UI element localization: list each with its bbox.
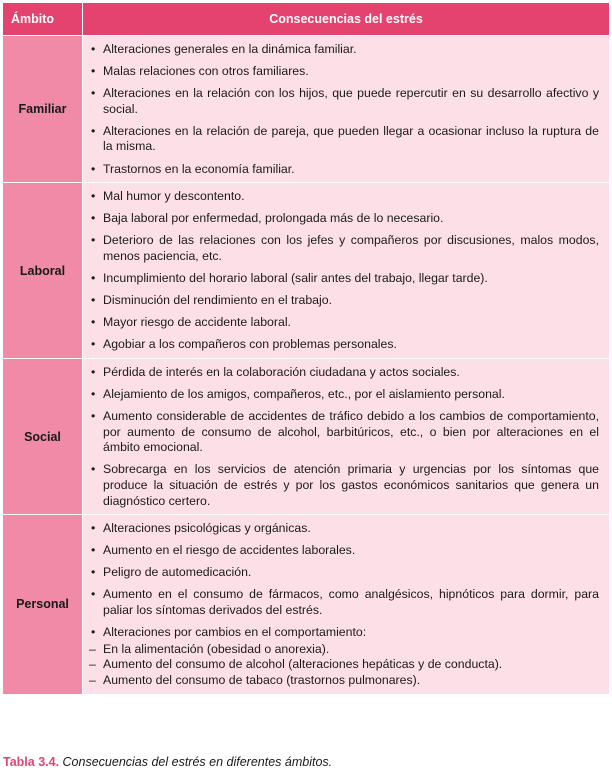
scope-cell: Familiar [3,36,83,183]
dash-icon: – [89,672,96,687]
list-item [89,337,599,353]
item-text: Incumplimiento del horario laboral (salir antes del trabajo, llegar tarde). [103,271,488,286]
item-text: Baja laboral por enfermedad, prolongada más de lo necesario. [103,211,444,226]
item-text: Alteraciones por cambios en el comportamiento: [103,625,367,640]
item-text: Aumento considerable de accidentes de tráfico debido a los cambios de comportamiento, por aumento de consumo de alcohol, barbitúricos, etc., o bien por alteraciones en el ámbito emocional. [103,409,599,455]
bullet-icon: • [91,233,96,248]
bullet-icon: • [91,293,96,308]
list-item [89,162,599,178]
sub-item-text: Aumento del consumo de tabaco (trastornos pulmonares). [103,672,421,687]
table-row [3,515,610,694]
list-item [89,233,599,264]
table-caption [3,755,332,769]
item-text: Aumento en el consumo de fármacos, como analgésicos, hipnóticos para dormir, para paliar los síntomas derivados del estrés. [103,587,599,618]
dash-icon: – [89,641,96,656]
list-item [89,293,599,309]
scope-cell: Laboral [3,183,83,359]
table-row [3,183,610,359]
consequences-cell [83,36,610,183]
item-text: Alteraciones en la relación de pareja, que pueden llegar a ocasionar incluso la ruptura de la misma. [103,123,599,154]
bullet-icon: • [91,42,96,56]
bullet-icon: • [91,86,96,101]
list-item [89,365,599,381]
list-item [89,587,599,618]
bullet-icon: • [91,337,96,352]
list-item [89,521,599,537]
bullet-icon: • [91,64,96,79]
sub-item [89,673,599,689]
bullet-icon: • [91,161,96,176]
sub-item-text: Aumento del consumo de alcohol (alteraciones hepáticas y de conducta). [103,657,503,672]
item-text: Sobrecarga en los servicios de atención primaria y urgencias por los síntomas que produce la situación de estrés y por los gastos económicos sanitarios que genera un diagnóstico certero. [103,462,599,508]
header-scope: Ámbito [3,3,83,36]
bullet-icon: • [91,123,96,138]
sub-item-text: En la alimentación (obesidad o anorexia). [103,641,330,656]
item-text: Malas relaciones con otros familiares. [103,64,309,79]
item-text: Deterioro de las relaciones con los jefes y compañeros por discusiones, malos modos, menos paciencia, etc. [103,233,599,263]
stress-consequences-table [2,2,610,695]
scope-cell: Social [3,358,83,514]
consequence-list [89,189,599,353]
bullet-icon: • [91,211,96,226]
scope-cell: Personal [3,515,83,694]
item-text: Mal humor y descontento. [103,189,245,204]
item-text: Disminución del rendimiento en el trabajo. [103,293,332,308]
table-row [3,358,610,514]
item-text: Alteraciones en la relación con los hijos, que puede repercutir en su desarrollo afectivo y social. [103,86,599,116]
consequences-cell [83,183,610,359]
caption-label: Tabla 3.4. [3,755,60,769]
bullet-icon: • [91,521,96,536]
bullet-icon: • [91,387,96,401]
consequences-cell [83,358,610,514]
sub-item [89,642,599,658]
list-item [89,625,599,688]
item-text: Peligro de automedicación. [103,565,252,580]
bullet-icon: • [91,409,96,424]
bullet-icon: • [91,565,96,580]
list-item [89,565,599,581]
item-text: Alteraciones psicológicas y orgánicas. [103,521,311,536]
item-text: Trastornos en la economía familiar. [103,161,295,176]
bullet-icon: • [91,462,96,477]
list-item [89,387,599,403]
item-text: Aumento en el riesgo de accidentes laborales. [103,543,356,558]
consequences-cell [83,515,610,694]
sub-list [89,641,599,689]
sub-item [89,657,599,673]
list-item [89,315,599,331]
bullet-icon: • [91,364,96,379]
bullet-icon: • [91,271,96,286]
bullet-icon: • [91,625,96,640]
item-text: Alteraciones generales en la dinámica familiar. [103,42,357,56]
dash-icon: – [89,657,96,672]
list-item [89,462,599,509]
list-item [89,64,599,80]
table-header-row [3,3,610,36]
item-text: Pérdida de interés en la colaboración ciudadana y actos sociales. [103,364,460,379]
bullet-icon: • [91,189,96,204]
table-row [3,36,610,183]
caption-text: Consecuencias del estrés en diferentes ámbitos. [62,755,333,769]
consequence-list [89,365,599,509]
bullet-icon: • [91,587,96,602]
header-consequences: Consecuencias del estrés [83,3,610,36]
list-item [89,543,599,559]
bullet-icon: • [91,315,96,330]
list-item [89,409,599,456]
list-item [89,211,599,227]
item-text: Alejamiento de los amigos, compañeros, etc., por el aislamiento personal. [103,387,505,401]
item-text: Agobiar a los compañeros con problemas personales. [103,337,397,352]
list-item [89,271,599,287]
bullet-icon: • [91,543,96,558]
list-item [89,42,599,58]
list-item [89,86,599,117]
consequence-list [89,42,599,177]
list-item [89,124,599,155]
consequence-list [89,521,599,688]
list-item [89,189,599,205]
item-text: Mayor riesgo de accidente laboral. [103,315,291,330]
